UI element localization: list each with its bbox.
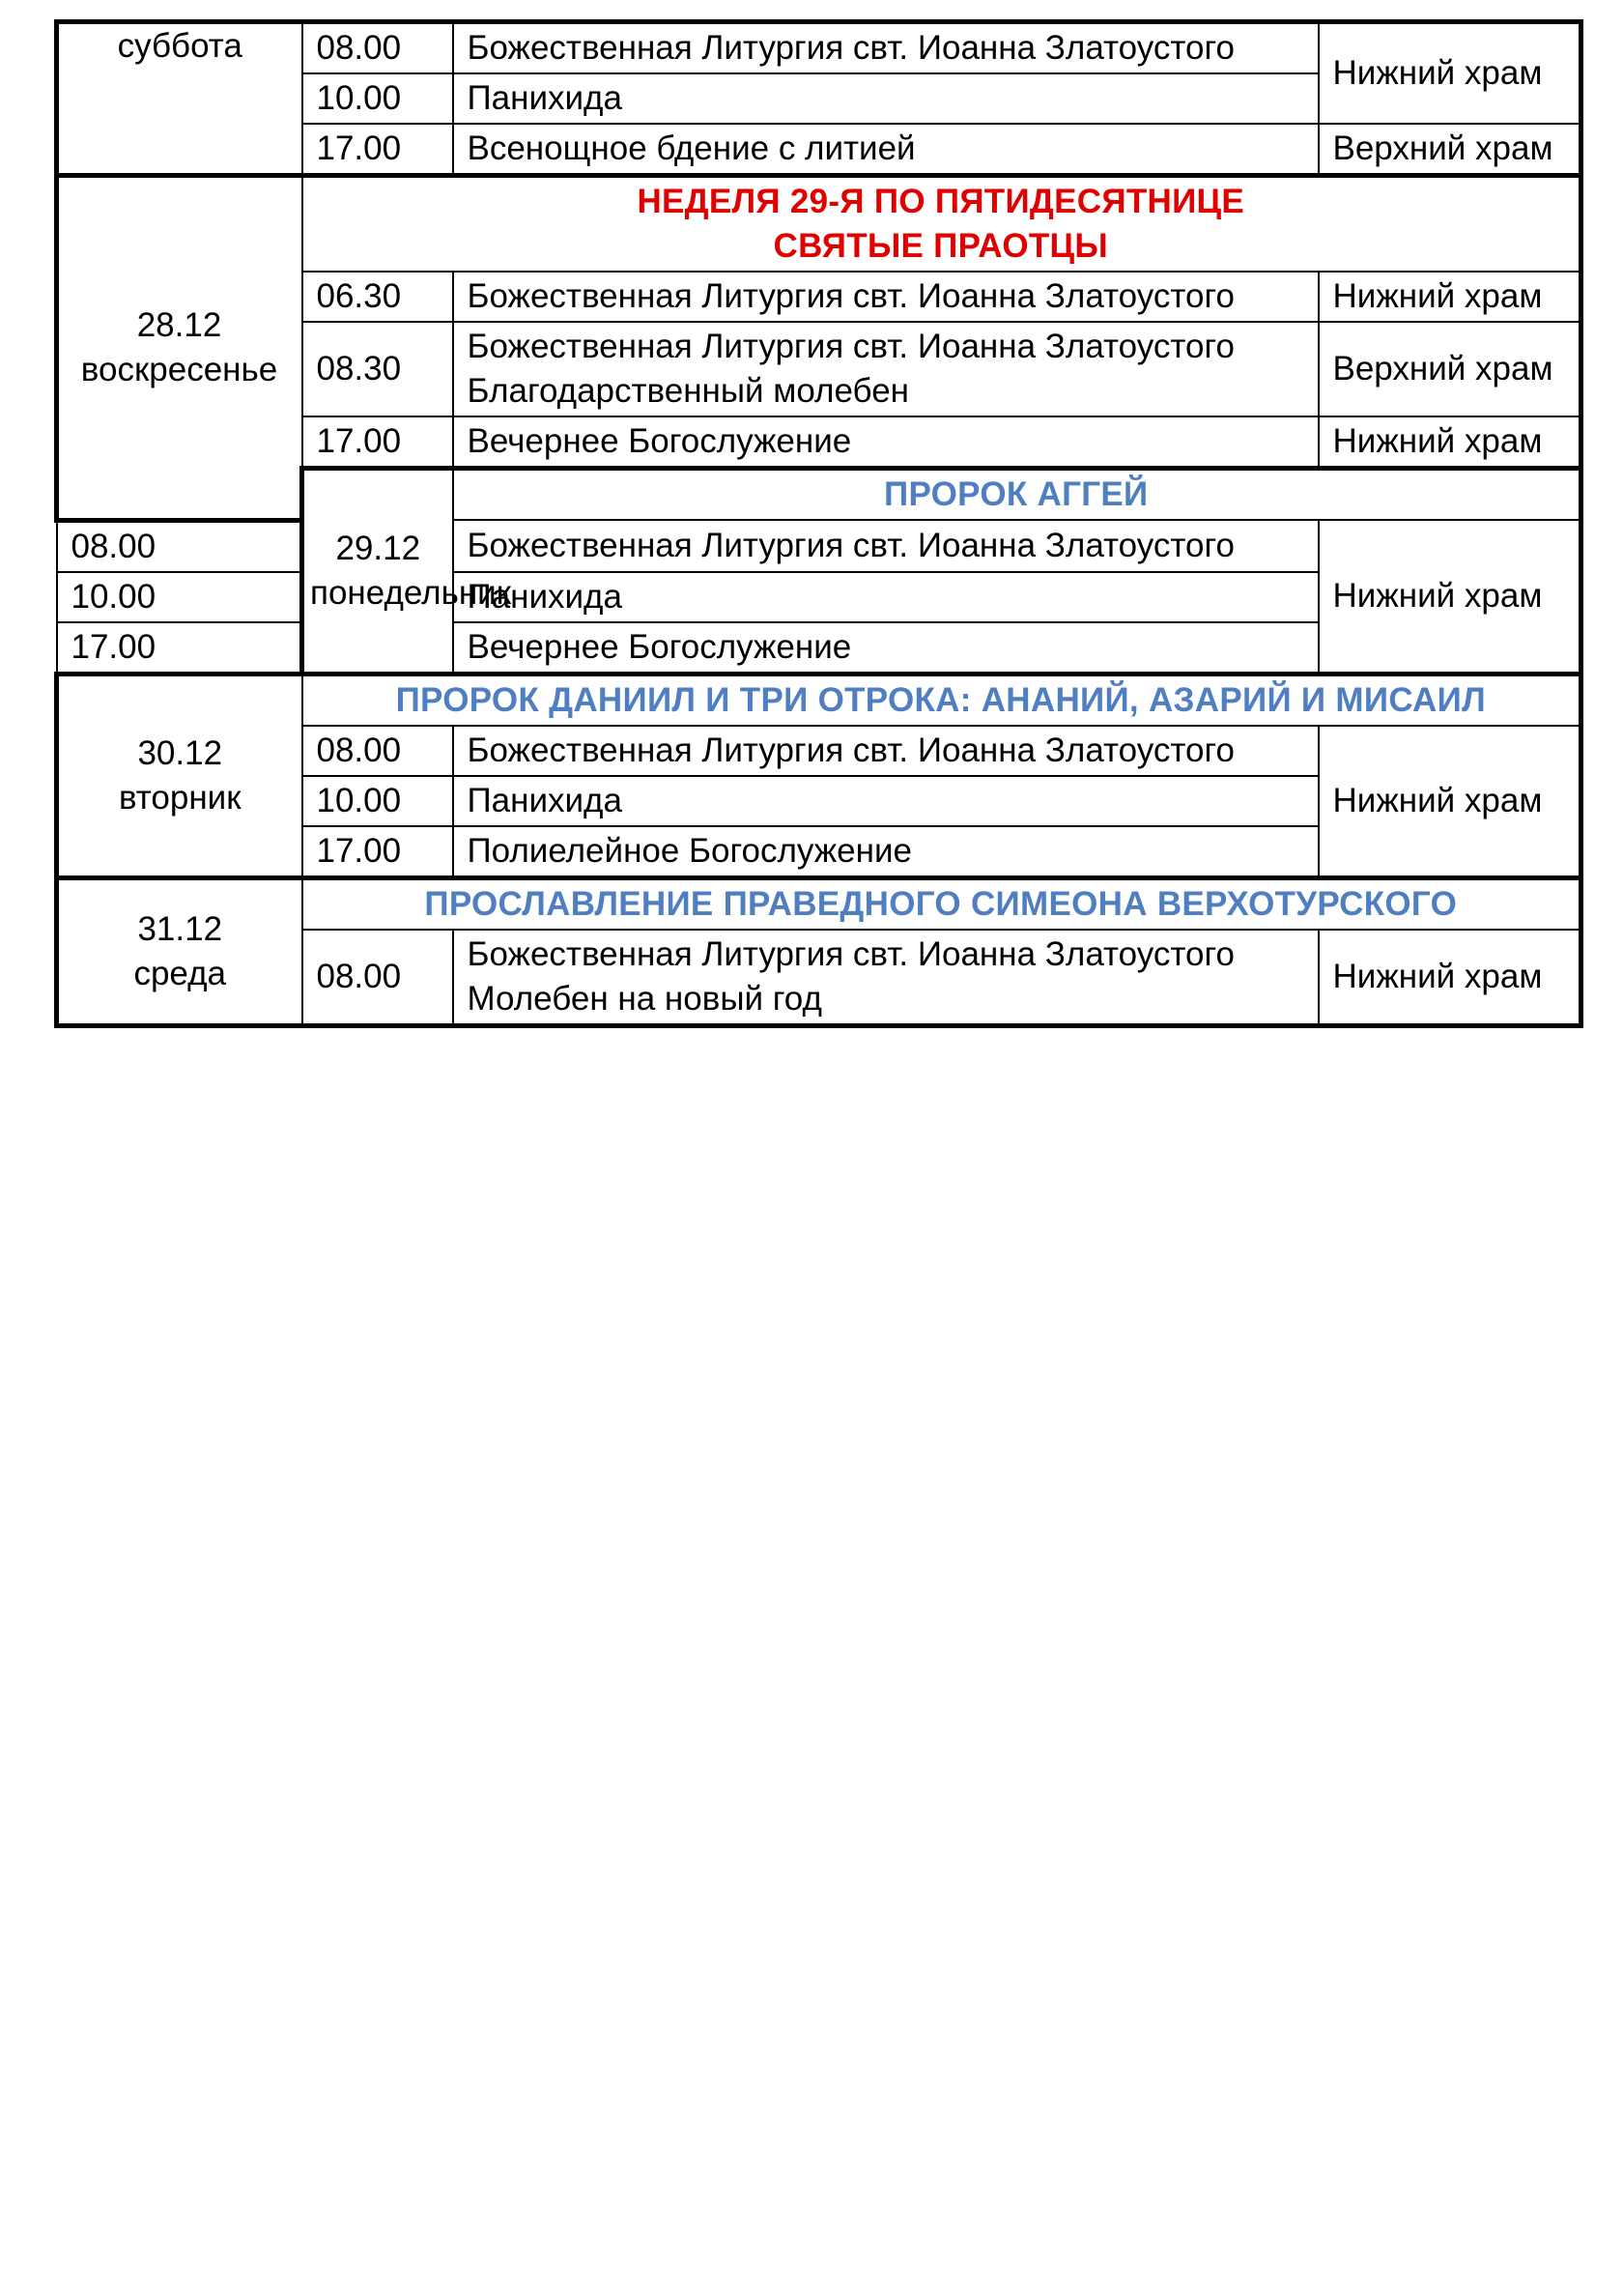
service-name: Божественная Литургия свт. Иоанна Златоустого	[453, 520, 1319, 572]
service-schedule-table	[54, 19, 1583, 1028]
day-cell	[57, 877, 302, 1025]
service-name: Полиелейное Богослужение	[453, 826, 1319, 878]
service-time: 10.00	[302, 776, 453, 826]
service-location: Нижний храм	[1319, 520, 1581, 674]
feast-row	[57, 674, 1581, 726]
service-location: Нижний храм	[1319, 272, 1581, 322]
service-name: Божественная Литургия свт. Иоанна Златоустого	[453, 726, 1319, 776]
service-time: 08.30	[302, 322, 453, 416]
day-cell	[57, 22, 302, 176]
service-time: 17.00	[302, 826, 453, 878]
feast-row	[57, 176, 1581, 273]
service-time: 10.00	[57, 572, 302, 622]
service-name: Панихида	[453, 73, 1319, 124]
service-time: 08.00	[57, 520, 302, 572]
service-location: Нижний храм	[1319, 22, 1581, 125]
service-name: Вечернее Богослужение	[453, 416, 1319, 469]
day-name: понедельник	[310, 573, 512, 612]
service-name-line: Молебен на новый год	[467, 979, 822, 1018]
service-name-line: Благодарственный молебен	[467, 372, 909, 410]
feast-row	[57, 877, 1581, 930]
feast-title: ПРОРОК ДАНИИЛ И ТРИ ОТРОКА: АНАНИЙ, АЗАРИЙ И МИСАИЛ	[302, 674, 1581, 726]
schedule-row	[57, 520, 1581, 572]
service-name: Вечернее Богослужение	[453, 622, 1319, 674]
service-time: 06.30	[302, 272, 453, 322]
service-location: Нижний храм	[1319, 416, 1581, 469]
feast-title: ПРОРОК АГГЕЙ	[453, 469, 1581, 521]
service-name	[453, 930, 1319, 1026]
service-time: 10.00	[302, 73, 453, 124]
service-time: 17.00	[57, 622, 302, 674]
schedule-row	[57, 22, 1581, 74]
service-name: Божественная Литургия свт. Иоанна Златоустого	[453, 272, 1319, 322]
feast-title	[302, 176, 1581, 273]
service-name-line: Божественная Литургия свт. Иоанна Златоустого	[467, 328, 1235, 365]
service-name	[453, 322, 1319, 416]
service-name-line: Божественная Литургия свт. Иоанна Златоустого	[467, 934, 1235, 973]
service-time: 17.00	[302, 416, 453, 469]
feast-title: ПРОСЛАВЛЕНИЕ ПРАВЕДНОГО СИМЕОНА ВЕРХОТУРСКОГО	[302, 877, 1581, 930]
day-cell	[57, 674, 302, 877]
service-time: 17.00	[302, 124, 453, 176]
feast-title-line: НЕДЕЛЯ 29-Я ПО ПЯТИДЕСЯТНИЦЕ	[637, 183, 1245, 220]
service-name: Панихида	[453, 572, 1319, 622]
day-name: суббота	[117, 27, 242, 65]
service-name: Панихида	[453, 776, 1319, 826]
service-time: 08.00	[302, 726, 453, 776]
service-location: Верхний храм	[1319, 322, 1581, 416]
service-time: 08.00	[302, 22, 453, 74]
service-location: Верхний храм	[1319, 124, 1581, 176]
day-name: среда	[133, 954, 227, 992]
day-date: 28.12	[136, 305, 222, 344]
day-name: вторник	[118, 778, 242, 817]
feast-title-line: СВЯТЫЕ ПРАОТЦЫ	[773, 227, 1108, 265]
day-cell	[302, 469, 512, 674]
service-location: Нижний храм	[1319, 930, 1581, 1026]
day-date: 31.12	[137, 909, 223, 948]
day-name: воскресенье	[80, 350, 278, 388]
day-cell	[57, 176, 302, 521]
day-date: 29.12	[335, 529, 421, 567]
day-date: 30.12	[137, 733, 223, 772]
service-name: Всенощное бдение с литией	[453, 124, 1319, 176]
service-name: Божественная Литургия свт. Иоанна Златоустого	[453, 22, 1319, 74]
service-time: 08.00	[302, 930, 453, 1026]
service-location: Нижний храм	[1319, 726, 1581, 878]
